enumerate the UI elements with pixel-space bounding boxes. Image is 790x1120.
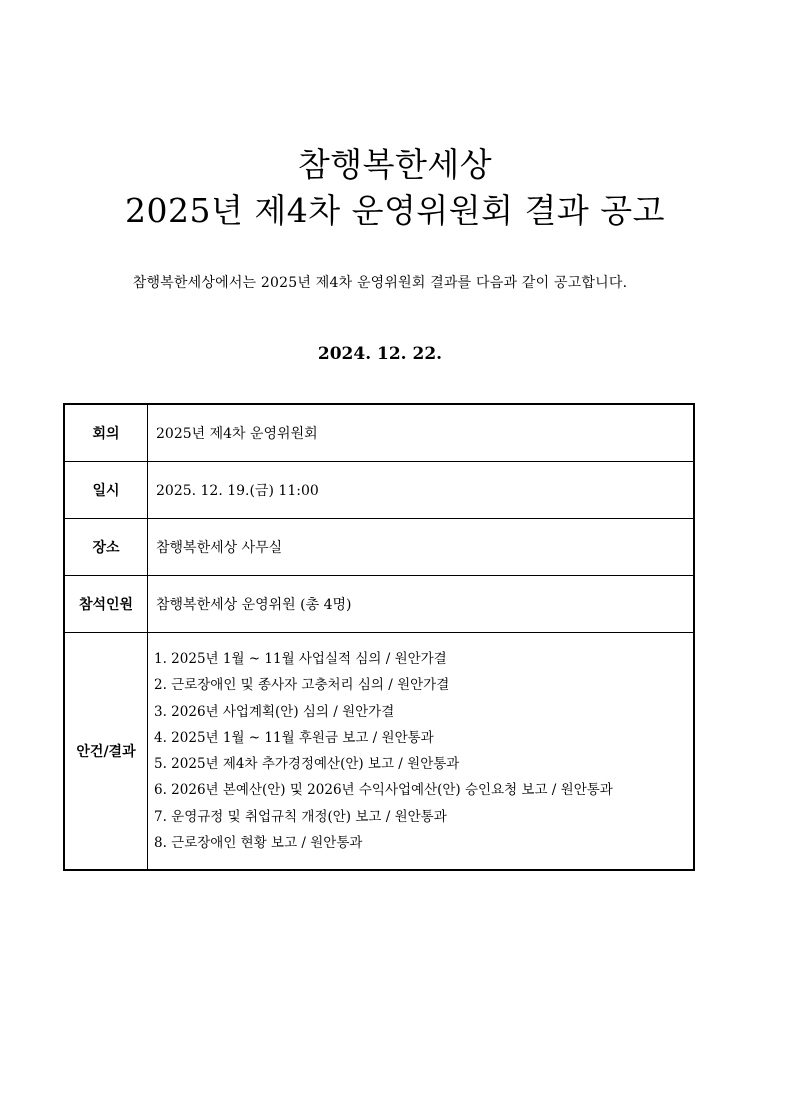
agenda-item: 8. 근로장애인 현황 보고 / 원안통과 — [154, 835, 363, 852]
attendees-label: 참석인원 — [64, 576, 148, 633]
agenda-list — [154, 646, 693, 856]
place-label: 장소 — [64, 519, 148, 576]
attendees-value: 참행복한세상 운영위원 (총 4명) — [148, 576, 695, 633]
agenda-item: 5. 2025년 제4차 추가경정예산(안) 보고 / 원안통과 — [154, 756, 460, 773]
table-row-agenda — [64, 633, 694, 871]
agenda-item: 2. 근로장애인 및 종사자 고충처리 심의 / 원안가결 — [154, 677, 450, 694]
meeting-result-table — [63, 403, 695, 871]
notice-title-block — [0, 142, 790, 234]
table-row-place — [64, 519, 694, 576]
agenda-label: 안건/결과 — [64, 633, 148, 871]
agenda-item: 1. 2025년 1월 ~ 11월 사업실적 심의 / 원안가결 — [154, 651, 447, 667]
datetime-value: 2025. 12. 19.(금) 11:00 — [148, 462, 695, 519]
agenda-cell — [148, 633, 695, 871]
agenda-item: 7. 운영규정 및 취업규칙 개정(안) 보고 / 원안통과 — [154, 808, 447, 825]
agenda-item: 3. 2026년 사업계획(안) 심의 / 원안가결 — [154, 703, 395, 720]
intro-text: 참행복한세상에서는 2025년 제4차 운영위원회 결과를 다음과 같이 공고합니다. — [132, 275, 628, 291]
meeting-value: 2025년 제4차 운영위원회 — [148, 404, 695, 462]
table-row-datetime — [64, 462, 694, 519]
agenda-item: 4. 2025년 1월 ~ 11월 후원금 보고 / 원안통과 — [154, 729, 434, 746]
agenda-item: 6. 2026년 본예산(안) 및 2026년 수익사업예산(안) 승인요청 보고 / 원안통과 — [154, 782, 613, 799]
datetime-label: 일시 — [64, 462, 148, 519]
meeting-label: 회의 — [64, 404, 148, 462]
table-row-attendees — [64, 576, 694, 633]
table-row-meeting — [64, 404, 694, 462]
place-value: 참행복한세상 사무실 — [148, 519, 695, 576]
notice-title: 2025년 제4차 운영위원회 결과 공고 — [125, 191, 665, 230]
organization-name: 참행복한세상 — [297, 145, 493, 184]
announcement-date: 2024. 12. 22. — [317, 344, 443, 364]
